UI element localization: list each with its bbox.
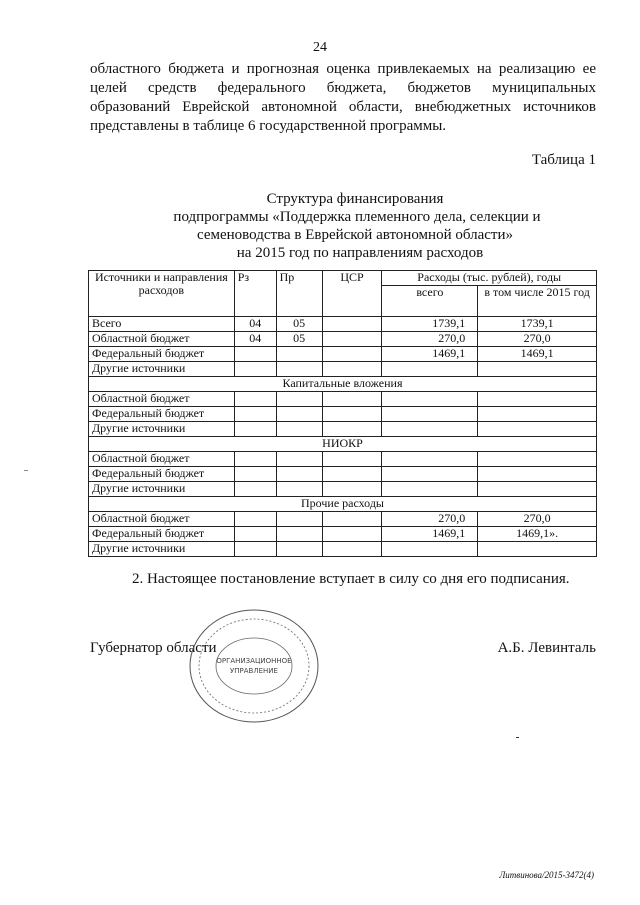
intro-paragraph bbox=[90, 60, 596, 136]
row-total: 1739,1 bbox=[382, 317, 478, 332]
intro-line: областного бюджета и прогнозная оценка привлекаемых на реализацию ее bbox=[90, 61, 596, 77]
empty-cell bbox=[322, 542, 382, 557]
row-name: Другие источники bbox=[89, 482, 235, 497]
empty-cell bbox=[322, 467, 382, 482]
intro-line: представлены в таблице 6 государственной программы. bbox=[90, 118, 447, 134]
empty-cell bbox=[322, 407, 382, 422]
row-name: Федеральный бюджет bbox=[89, 527, 235, 542]
row-rz: 04 bbox=[234, 332, 276, 347]
row-name: Областной бюджет bbox=[89, 332, 235, 347]
header-expenses: Расходы (тыс. рублей), годы bbox=[382, 271, 597, 286]
table-row bbox=[89, 332, 597, 347]
intro-line: целей средств федерального бюджета, бюджетов муниципальных bbox=[90, 80, 596, 96]
header-rz: Рз bbox=[234, 271, 276, 317]
row-2015 bbox=[478, 362, 597, 377]
row-total: 270,0 bbox=[382, 512, 478, 527]
intro-line: образований Еврейской автономной области, внебюджетных источников bbox=[90, 99, 596, 115]
row-2015: 270,0 bbox=[478, 332, 597, 347]
stamp-text-line1: ОРГАНИЗАЦИОННОЕ bbox=[216, 657, 292, 665]
footer-reference: Литвинова/2015-3472(4) bbox=[499, 870, 594, 880]
row-rz: 04 bbox=[234, 317, 276, 332]
row-name: Другие источники bbox=[89, 422, 235, 437]
row-2015: 1469,1 bbox=[478, 347, 597, 362]
header-2015: в том числе 2015 год bbox=[478, 286, 597, 317]
table-row bbox=[89, 317, 597, 332]
empty-cell bbox=[276, 482, 322, 497]
title-line: Структура финансирования bbox=[266, 191, 444, 207]
row-total: 1469,1 bbox=[382, 347, 478, 362]
empty-cell bbox=[322, 512, 382, 527]
empty-cell bbox=[276, 392, 322, 407]
header-csr: ЦСР bbox=[322, 271, 382, 317]
margin-mark bbox=[24, 470, 28, 471]
empty-cell bbox=[322, 452, 382, 467]
row-2015 bbox=[478, 482, 597, 497]
table-row bbox=[89, 512, 597, 527]
table-row bbox=[89, 347, 597, 362]
section-other: Прочие расходы bbox=[89, 497, 597, 512]
empty-cell bbox=[234, 452, 276, 467]
empty-cell bbox=[234, 482, 276, 497]
row-rz bbox=[234, 347, 276, 362]
row-total bbox=[382, 452, 478, 467]
table-row bbox=[89, 467, 597, 482]
empty-cell bbox=[276, 407, 322, 422]
section-row bbox=[89, 497, 597, 512]
row-pr bbox=[276, 362, 322, 377]
empty-cell bbox=[276, 422, 322, 437]
title-line: подпрограммы «Поддержка племенного дела, селекции и bbox=[173, 209, 541, 225]
empty-cell bbox=[234, 392, 276, 407]
empty-cell bbox=[276, 512, 322, 527]
row-total: 1469,1 bbox=[382, 527, 478, 542]
empty-cell bbox=[234, 512, 276, 527]
row-name: Другие источники bbox=[89, 542, 235, 557]
table-row bbox=[89, 392, 597, 407]
row-2015 bbox=[478, 452, 597, 467]
empty-cell bbox=[322, 392, 382, 407]
empty-cell bbox=[234, 542, 276, 557]
row-total bbox=[382, 542, 478, 557]
empty-cell bbox=[276, 452, 322, 467]
empty-cell bbox=[234, 527, 276, 542]
row-2015: 1739,1 bbox=[478, 317, 597, 332]
title-line: на 2015 год по направлениям расходов bbox=[236, 245, 484, 261]
row-csr bbox=[322, 347, 382, 362]
empty-cell bbox=[276, 527, 322, 542]
header-pr: Пр bbox=[276, 271, 322, 317]
empty-cell bbox=[234, 422, 276, 437]
row-csr bbox=[322, 362, 382, 377]
row-2015 bbox=[478, 407, 597, 422]
row-csr bbox=[322, 317, 382, 332]
row-name: Федеральный бюджет bbox=[89, 347, 235, 362]
row-2015 bbox=[478, 467, 597, 482]
row-rz bbox=[234, 362, 276, 377]
row-csr bbox=[322, 332, 382, 347]
section-capital: Капитальные вложения bbox=[89, 377, 597, 392]
table-label: Таблица 1 bbox=[531, 152, 596, 168]
row-name: Областной бюджет bbox=[89, 512, 235, 527]
header-total: всего bbox=[382, 286, 478, 317]
row-total bbox=[382, 392, 478, 407]
row-2015 bbox=[478, 422, 597, 437]
section-row bbox=[89, 437, 597, 452]
empty-cell bbox=[234, 407, 276, 422]
row-name: Другие источники bbox=[89, 362, 235, 377]
row-pr: 05 bbox=[276, 332, 322, 347]
row-pr: 05 bbox=[276, 317, 322, 332]
row-name: Областной бюджет bbox=[89, 452, 235, 467]
empty-cell bbox=[322, 527, 382, 542]
row-2015 bbox=[478, 542, 597, 557]
row-2015: 1469,1». bbox=[478, 527, 597, 542]
empty-cell bbox=[322, 422, 382, 437]
table-title bbox=[0, 190, 640, 262]
signature-name: А.Б. Левинталь bbox=[497, 640, 596, 656]
empty-cell bbox=[234, 467, 276, 482]
table-row bbox=[89, 482, 597, 497]
row-2015 bbox=[478, 392, 597, 407]
row-total bbox=[382, 422, 478, 437]
empty-cell bbox=[276, 467, 322, 482]
row-total: 270,0 bbox=[382, 332, 478, 347]
row-name: Федеральный бюджет bbox=[89, 407, 235, 422]
table-row bbox=[89, 527, 597, 542]
section-niokr: НИОКР bbox=[89, 437, 597, 452]
section-row bbox=[89, 377, 597, 392]
row-name: Всего bbox=[89, 317, 235, 332]
empty-cell bbox=[322, 482, 382, 497]
table-row bbox=[89, 452, 597, 467]
row-total bbox=[382, 467, 478, 482]
ink-mark bbox=[516, 737, 519, 738]
row-name: Федеральный бюджет bbox=[89, 467, 235, 482]
stamp-text-line2: УПРАВЛЕНИЕ bbox=[230, 667, 278, 675]
page-number: 24 bbox=[313, 40, 327, 55]
table-row bbox=[89, 422, 597, 437]
row-total bbox=[382, 407, 478, 422]
table-row bbox=[89, 542, 597, 557]
row-total bbox=[382, 362, 478, 377]
title-line: семеноводства в Еврейской автономной области» bbox=[197, 227, 513, 243]
row-pr bbox=[276, 347, 322, 362]
header-row bbox=[89, 271, 597, 286]
table-row bbox=[89, 362, 597, 377]
row-total bbox=[382, 482, 478, 497]
clause-text: 2. Настоящее постановление вступает в силу со дня его подписания. bbox=[132, 571, 570, 587]
financing-table bbox=[88, 270, 597, 557]
table-row bbox=[89, 407, 597, 422]
official-stamp bbox=[186, 606, 322, 726]
empty-cell bbox=[276, 542, 322, 557]
header-source: Источники и направления расходов bbox=[89, 271, 235, 317]
row-name: Областной бюджет bbox=[89, 392, 235, 407]
signature-position: Губернатор области bbox=[90, 640, 217, 656]
row-2015: 270,0 bbox=[478, 512, 597, 527]
